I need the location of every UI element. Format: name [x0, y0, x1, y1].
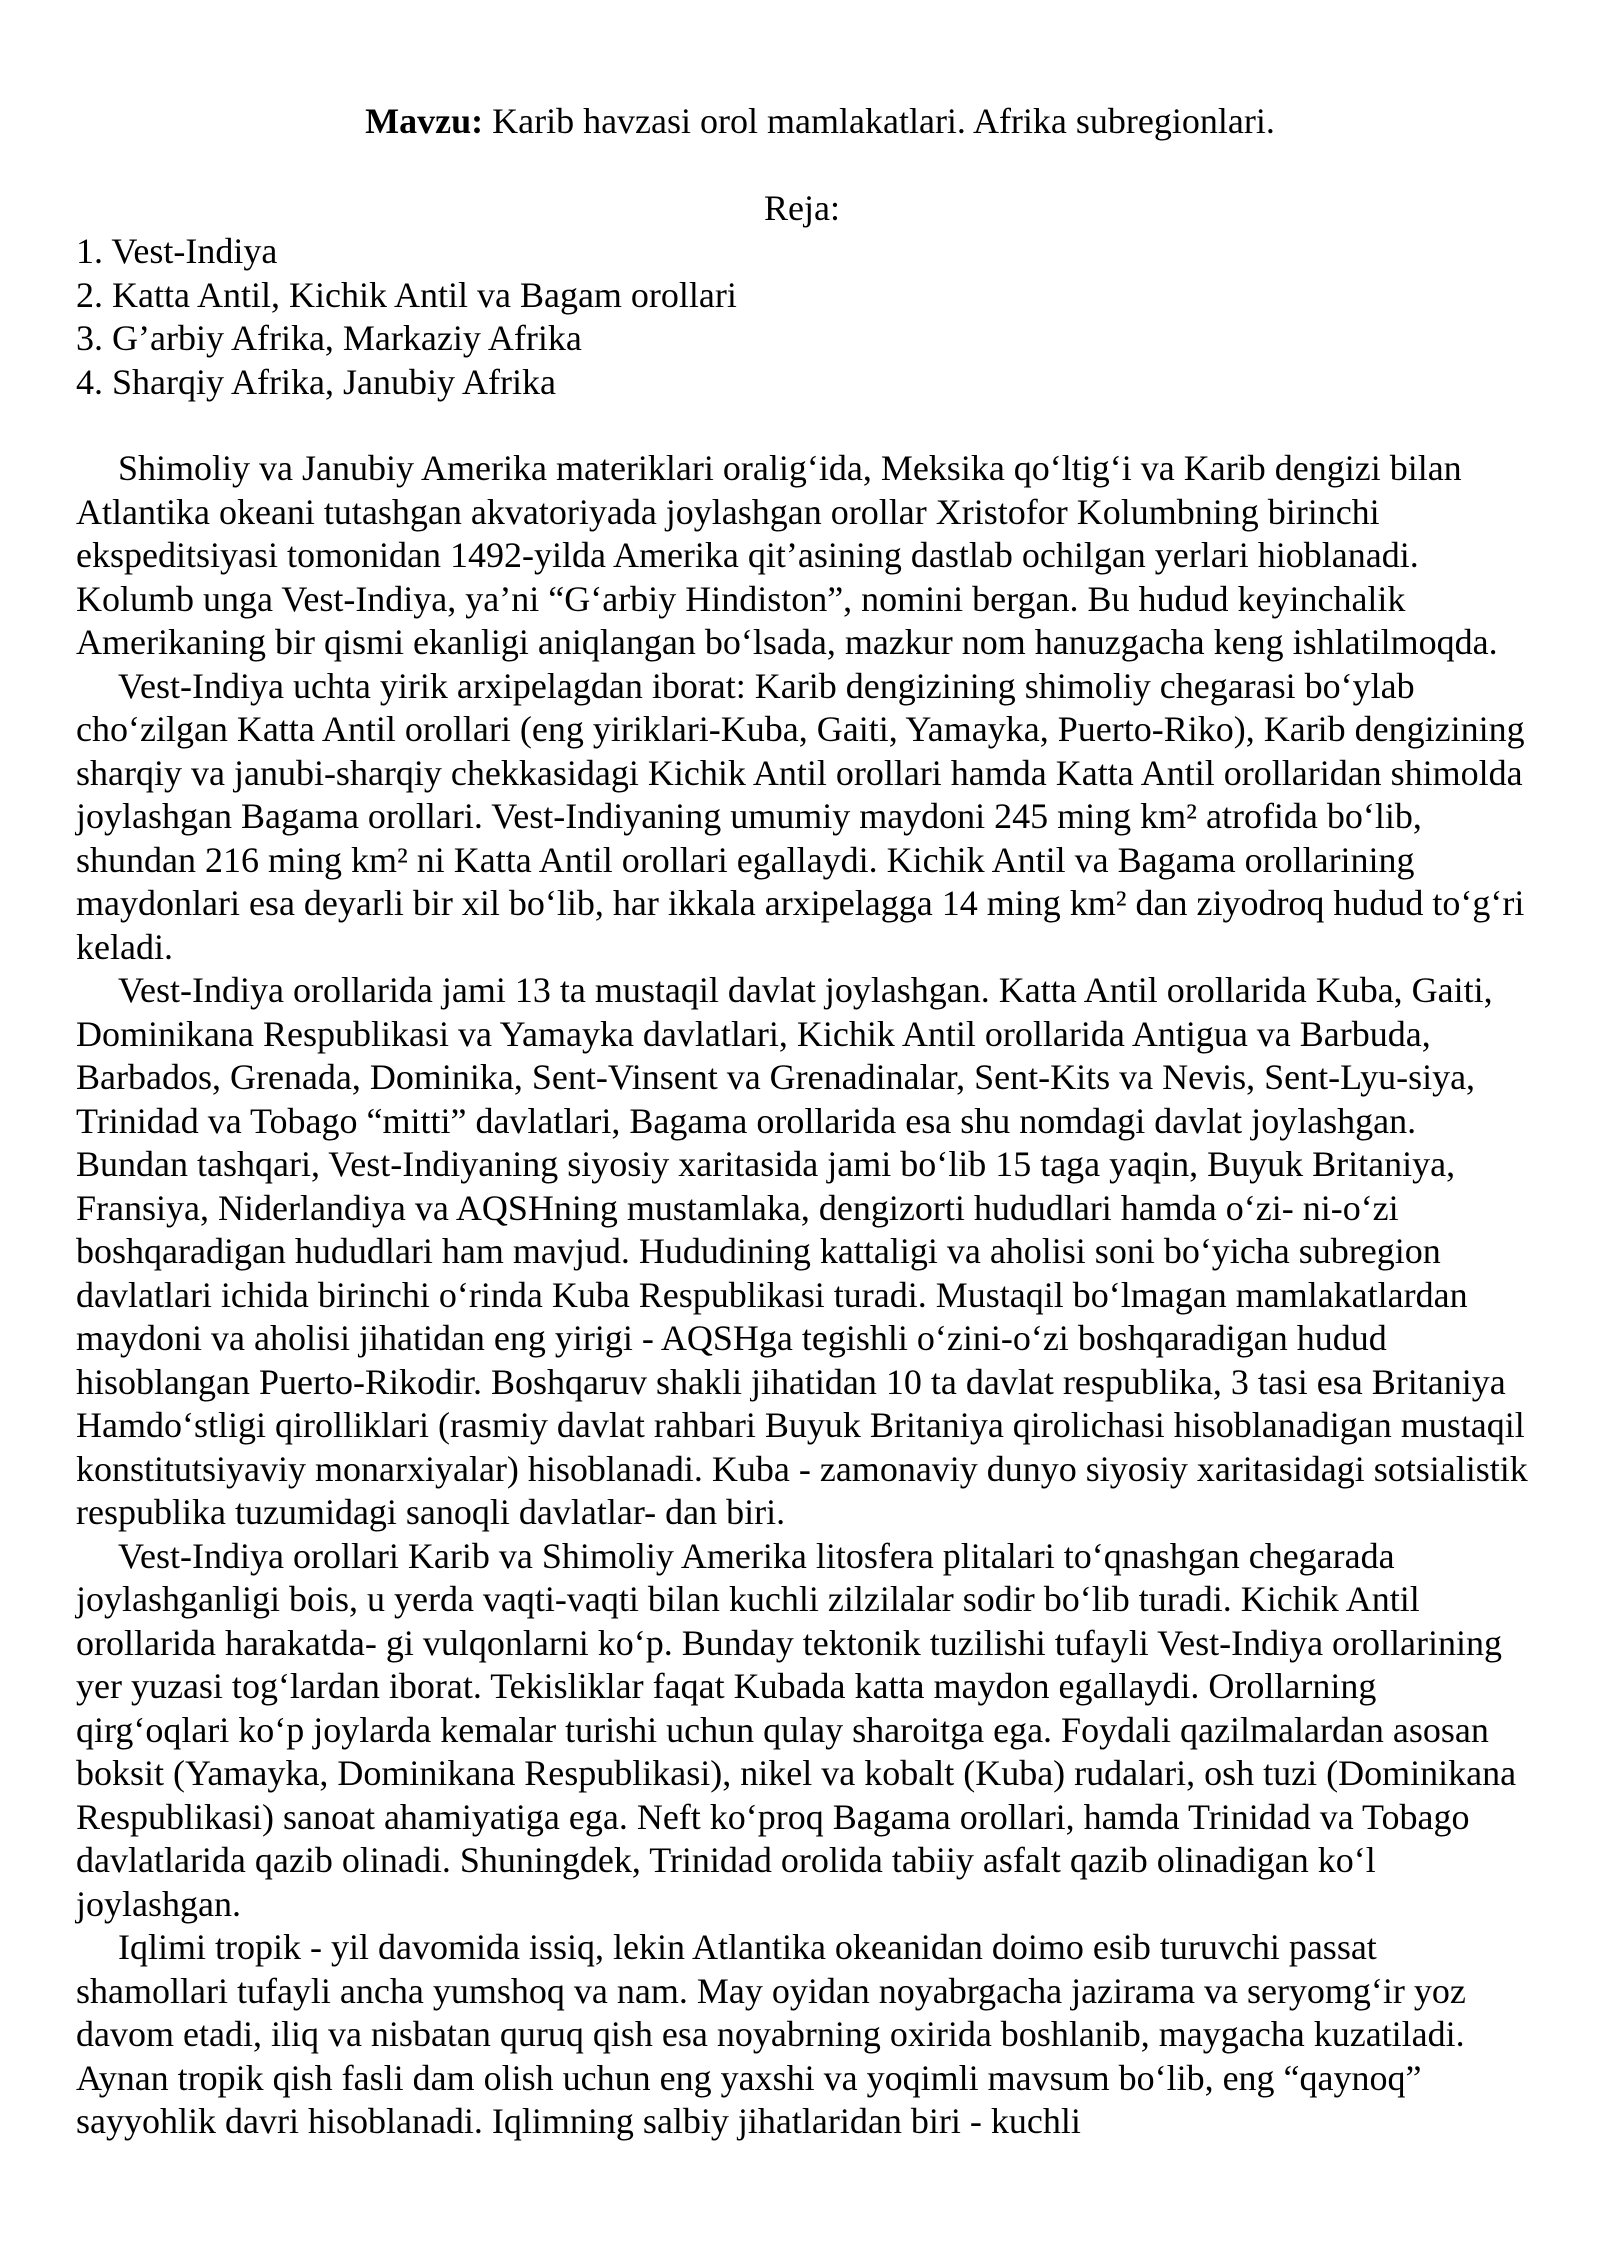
- paragraph-states: Vest-Indiya orollarida jami 13 ta mustaqil davlat joylashgan. Katta Antil orollarida Kuba, Gaiti, Dominikana Respublikasi va Yamayka davlatlari, Kichik Antil orollarida Antigua va Barbuda, Barbados, Grenada, Dominika, Sent-Vinsent va Grenadinalar, Sent-Kits va Nevis, Sent-Lyu-siya, Trinidad va Tobago “mitti” davlatlari, Bagama orollarida esa shu nomdagi davlat joylashgan. Bundan tashqari, Vest-Indiyaning siyosiy xaritasida jami boʻlib 15 taga yaqin, Buyuk Britaniya, Fransiya, Niderlandiya va AQSHning mustamlaka, dengizorti hududlari hamda oʻzi- ni-oʻzi boshqaradigan hududlari ham mavjud. Hududining kattaligi va aholisi soni boʻyicha subregion davlatlari ichida birinchi oʻrinda Kuba Respublikasi turadi. Mustaqil boʻlmagan mamlakatlardan maydoni va aholisi jihatidan eng yirigi - AQSHga tegishli oʻzini-oʻzi boshqaradigan hudud hisoblangan Puerto-Rikodir. Boshqaruv shakli jihatidan 10 ta davlat respublika, 3 tasi esa Britaniya Hamdoʻstligi qirolliklari (rasmiy davlat rahbari Buyuk Britaniya qirolichasi hisoblanadigan mustaqil konstitutsiyaviy monarxiyalar) hisoblanadi. Kuba - zamonaviy dunyo siyosiy xaritasidagi sotsialistik respublika tuzumidagi sanoqli davlatlar- dan biri.: [76, 970, 1528, 1532]
- plan-list: [76, 230, 1528, 404]
- plan-item-4: 4. Sharqiy Afrika, Janubiy Afrika: [76, 361, 556, 402]
- plan-heading: Reja:: [764, 187, 840, 228]
- plan-item-3: 3. G’arbiy Afrika, Markaziy Afrika: [76, 318, 582, 358]
- document-title-text: Karib havzasi orol mamlakatlari. Afrika subregionlari.: [483, 100, 1275, 141]
- plan-item-2: 2. Katta Antil, Kichik Antil va Bagam orollari: [76, 274, 737, 315]
- plan-item-1: 1. Vest-Indiya: [76, 231, 278, 271]
- paragraph-intro: Shimoliy va Janubiy Amerika materiklari oraligʻida, Meksika qoʻltigʻi va Karib dengizi bilan Atlantika okeani tutashgan akvatoriyada joylashgan orollar Xristofor Kolumbning birinchi ekspeditsiyasi tomonidan 1492-yilda Amerika qit’asining dastlab ochilgan yerlari hioblanadi. Kolumb unga Vest-Indiya, ya’ni “Gʻarbiy Hindiston”, nomini bergan. Bu hudud keyinchalik Amerikaning bir qismi ekanligi aniqlangan boʻlsada, mazkur nom hanuzgacha keng ishlatilmoqda.: [76, 448, 1498, 662]
- paragraph-geology: Vest-Indiya orollari Karib va Shimoliy Amerika litosfera plitalari toʻqnashgan chegarada joylashganligi bois, u yerda vaqti-vaqti bilan kuchli zilzilalar sodir boʻlib turadi. Kichik Antil orollarida harakatda- gi vulqonlarni koʻp. Bunday tektonik tuzilishi tufayli Vest-Indiya orollarining yer yuzasi togʻlardan iborat. Tekisliklar faqat Kubada katta maydon egallaydi. Orollarning qirgʻoqlari koʻp joylarda kemalar turishi uchun qulay sharoitga ega. Foydali qazilmalardan asosan boksit (Yamayka, Dominikana Respublikasi), nikel va kobalt (Kuba) rudalari, osh tuzi (Dominikana Respublikasi) sanoat ahamiyatiga ega. Neft koʻproq Bagama orollari, hamda Trinidad va Tobago davlatlarida qazib olinadi. Shuningdek, Trinidad orolida tabiiy asfalt qazib olinadigan koʻl joylashgan.: [76, 1535, 1517, 1924]
- blank-line-spacer: [76, 404, 1528, 447]
- document-title-label: Mavzu:: [365, 100, 484, 141]
- paragraph-archipelagos: Vest-Indiya uchta yirik arxipelagdan iborat: Karib dengizining shimoliy chegarasi boʻylab choʻzilgan Katta Antil orollari (eng yiriklari-Kuba, Gaiti, Yamayka, Puerto-Riko), Karib dengizining sharqiy va janubi-sharqiy chekkasidagi Kichik Antil orollari hamda Katta Antil orollaridan shimolda joylashgan Bagama orollari. Vest-Indiyaning umumiy maydoni 245 ming km² atrofida boʻlib, shundan 216 ming km² ni Katta Antil orollari egallaydi. Kichik Antil va Bagama orollarining maydonlari esa deyarli bir xil boʻlib, har ikkala arxipelagga 14 ming km² dan ziyodroq hudud toʻgʻri keladi.: [76, 665, 1525, 967]
- document-title: [76, 56, 1528, 187]
- paragraph-climate: Iqlimi tropik - yil davomida issiq, lekin Atlantika okeanidan doimo esib turuvchi passat shamollari tufayli ancha yumshoq va nam. May oyidan noyabrgacha jazirama va seryomgʻir yoz davom etadi, iliq va nisbatan quruq qish esa noyabrning oxirida boshlanib, maygacha kuzatiladi. Aynan tropik qish fasli dam olish uchun eng yaxshi va yoqimli mavsum boʻlib, eng “qaynoq” sayyohlik davri hisoblanadi. Iqlimning salbiy jihatlaridan biri - kuchli: [76, 1927, 1466, 2141]
